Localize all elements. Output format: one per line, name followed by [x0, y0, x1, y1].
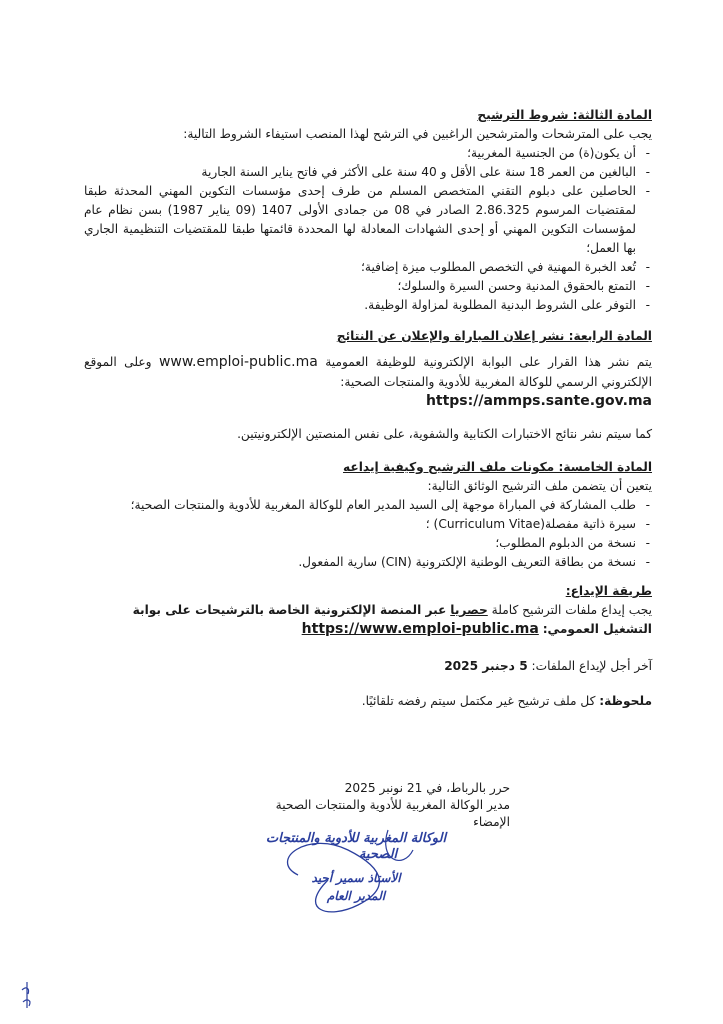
deadline-label: آخر أجل لإيداع الملفات:: [531, 659, 652, 673]
condition-item: - الحاصلين على دبلوم التقني المتخصص المسلم من طرف إحدى مؤسسات التكوين المهني المحدثة طبقا لمقتضيات المرسوم 2.86.325 الصادر في 08 من جمادى الأولى 1407 (09 يناير 1987) بسن نظام عام لمؤسسات التكوين المهني أو إحدى الشهادات المعادلة لها المحددة قائمتها طبقا للمقتضيات التنظيمية الجاري بها العمل؛: [84, 182, 652, 258]
portal-url[interactable]: www.emploi-public.ma: [158, 354, 318, 370]
document-item: - نسخة من بطاقة التعريف الوطنية الإلكترونية (CIN) سارية المفعول.: [84, 553, 652, 572]
condition-item: - التمتع بالحقوق المدنية وحسن السيرة والسلوك؛: [84, 277, 652, 296]
condition-item: - تُعد الخبرة المهنية في التخصص المطلوب ميزة إضافية؛: [84, 258, 652, 277]
official-stamp: [238, 820, 463, 920]
deposit-section: [84, 582, 652, 711]
article-5-heading: المادة الخامسة: مكونات ملف الترشيح وكيفية إيداعه: [343, 460, 652, 474]
document-page: [84, 106, 652, 711]
document-item: - طلب المشاركة في المباراة موجهة إلى السيد المدير العام للوكالة المغربية للأدوية والمنتجات الصحية؛: [84, 496, 652, 515]
agency-url-line: [84, 392, 652, 411]
stamp-line: الأستاذ سمير أحيد: [311, 871, 401, 885]
note-text: كل ملف ترشيح غير مكتمل سيتم رفضه تلقائيًا.: [361, 694, 596, 708]
article-3-heading: المادة الثالثة: شروط الترشيح: [477, 108, 652, 122]
article-4-text-1: يتم نشر هذا القرار على البوابة الإلكترونية للوظيفة العمومية: [325, 355, 653, 369]
article-4-heading: المادة الرابعة: نشر إعلان المباراة والإعلان عن النتائج: [336, 329, 652, 343]
article-5-section: [84, 458, 652, 572]
deposit-url[interactable]: https://www.emploi-public.ma: [301, 621, 539, 637]
article-3-section: [84, 106, 652, 315]
article-4-paragraph: [84, 352, 652, 392]
results-note: كما سيتم نشر نتائج الاختبارات الكتابية والشفوية، على نفس المنصتين الإلكترونيتين.: [237, 427, 652, 441]
article-5-intro: يتعين أن يتضمن ملف الترشيح الوثائق التالية:: [427, 479, 652, 493]
condition-item: - البالغين من العمر 18 سنة على الأقل و 40 سنة على الأكثر في فاتح يناير السنة الجارية: [84, 163, 652, 182]
deposit-text-after: عبر المنصة الإلكترونية الخاصة بالترشيحات على بوابة التشغيل العمومي:: [132, 603, 652, 636]
stamp-line: الصحية: [358, 847, 398, 862]
deposit-text-before: يجب إيداع ملفات الترشيح كاملة: [491, 603, 652, 617]
agency-url[interactable]: https://ammps.sante.gov.ma: [425, 393, 652, 409]
article-4-section: [84, 327, 652, 444]
note-line: [84, 692, 652, 711]
condition-item: - أن يكون(ة) من الجنسية المغربية؛: [84, 144, 652, 163]
deposit-emphasis: حصريا: [450, 603, 488, 617]
place-date: حرر بالرباط، في 21 نونبر 2025: [344, 781, 510, 795]
document-item: - نسخة من الدبلوم المطلوب؛: [84, 534, 652, 553]
stamp-line: الوكالة المغربية للأدوية والمنتجات: [265, 831, 447, 846]
initial-mark: [18, 980, 36, 1010]
deposit-heading: طريقة الإيداع:: [565, 584, 652, 598]
documents-list: [84, 496, 652, 572]
deadline-line: [84, 657, 652, 676]
note-label: ملحوظة:: [599, 694, 652, 708]
article-3-intro: يجب على المترشحات والمترشحين الراغبين في الترشح لهذا المنصب استيفاء الشروط التالية:: [183, 127, 652, 141]
deposit-paragraph: [84, 601, 652, 639]
condition-item: - التوفر على الشروط البدنية المطلوبة لمزاولة الوظيفة.: [84, 296, 652, 315]
article-4-text-2: وعلى الموقع الإلكتروني الرسمي للوكالة المغربية للأدوية والمنتجات الصحية:: [84, 355, 652, 389]
deadline-value: 5 دجنبر 2025: [444, 659, 528, 673]
sign-label: الإمضاء: [473, 815, 510, 829]
stamp-line: المدير العام: [326, 889, 386, 903]
signatory-title: مدير الوكالة المغربية للأدوية والمنتجات الصحية: [275, 798, 510, 812]
conditions-list: [84, 144, 652, 315]
document-item: - سيرة ذاتية مفصلة(Curriculum Vitae) ؛: [84, 515, 652, 534]
